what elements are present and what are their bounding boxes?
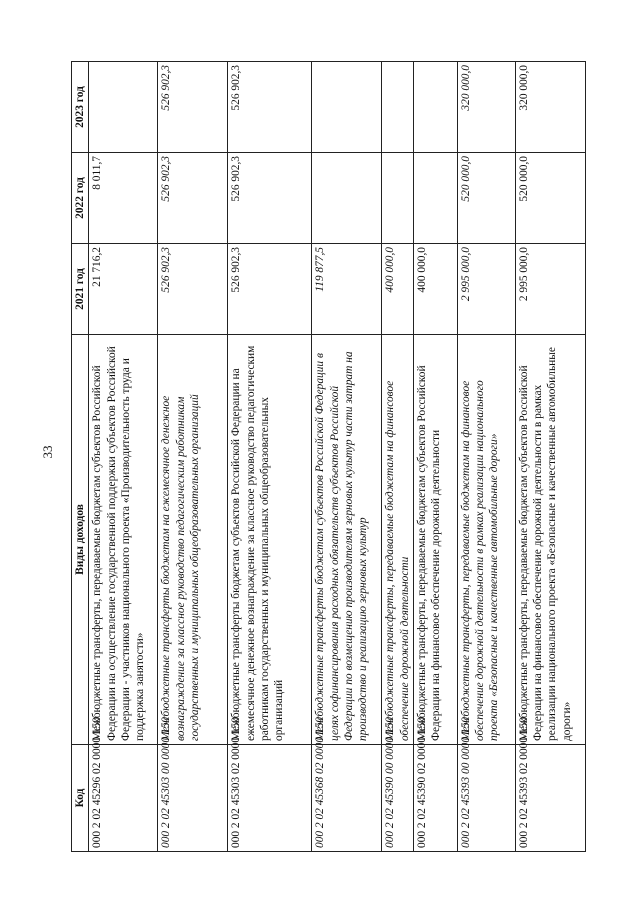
revenue-table [71,61,586,852]
name-cell: Межбюджетные трансферты бюджетам на ежемесячное денежное вознаграждение за классное руководство педагогическим работникам государственных и муниципальных общеобразовательных организаций [158,335,228,745]
name-cell: Межбюджетные трансферты, передаваемые бюджетам субъектов Российской Федерации на осуществление государственной поддержки субъектов Российской Федерации - участников национального проекта «Производительность труда и поддержка занятости» [89,335,158,745]
table-row [413,62,457,852]
table-row [89,62,158,852]
name-cell: Межбюджетные трансферты, передаваемые бюджетам на финансовое обеспечение дорожной деятельности в рамках реализации национального проекта «Безопасные и качественные автомобильные дороги» [457,335,515,745]
code-cell: 000 2 02 45303 02 0000 150 [228,745,312,852]
value-2022-cell [382,153,414,244]
value-2022-cell [312,153,382,244]
table-row [158,62,228,852]
value-2022-cell [413,153,457,244]
name-cell: Межбюджетные трансферты бюджетам субъектов Российской Федерации в целях софинансирования расходных обязательств субъектов Российской Федерации по возмещению производителям зерновых культур части затрат на производство и реализацию зерновых культур [312,335,382,745]
name-cell: Межбюджетные трансферты, передаваемые бюджетам субъектов Российской Федерации на финансовое обеспечение дорожной деятельности в рамках реализации национального проекта «Безопасные и качественные автомобильные дороги» [515,335,585,745]
value-2021-cell: 2 995 000,0 [457,244,515,335]
value-2022-cell: 526 902,3 [158,153,228,244]
value-2023-cell [413,62,457,153]
table-row [312,62,382,852]
table-row [228,62,312,852]
table-row [515,62,585,852]
value-2023-cell: 526 902,3 [158,62,228,153]
value-2022-cell: 520 000,0 [515,153,585,244]
name-cell: Межбюджетные трансферты, передаваемые бюджетам на финансовое обеспечение дорожной деятельности [382,335,414,745]
value-2021-cell: 2 995 000,0 [515,244,585,335]
value-2023-cell: 526 902,3 [228,62,312,153]
table-row [457,62,515,852]
code-cell: 000 2 02 45390 02 0000 150 [413,745,457,852]
rotated-table-wrapper [71,62,599,852]
value-2023-cell [89,62,158,153]
value-2022-cell: 520 000,0 [457,153,515,244]
header-2021: 2021 год [72,244,89,335]
code-cell: 000 2 02 45303 00 0000 150 [158,745,228,852]
value-2021-cell: 400 000,0 [382,244,414,335]
value-2021-cell: 526 902,3 [228,244,312,335]
value-2022-cell: 526 902,3 [228,153,312,244]
value-2023-cell [382,62,414,153]
code-cell: 000 2 02 45390 00 0000 150 [382,745,414,852]
table-header-row [72,62,89,852]
name-cell: Межбюджетные трансферты, передаваемые бюджетам субъектов Российской Федерации на финансовое обеспечение дорожной деятельности [413,335,457,745]
value-2021-cell: 21 716,2 [89,244,158,335]
value-2021-cell: 526 902,3 [158,244,228,335]
value-2022-cell: 8 011,7 [89,153,158,244]
name-cell: Межбюджетные трансферты бюджетам субъектов Российской Федерации на ежемесячное денежное вознаграждение за классное руководство педагогическим работникам государственных и муниципальных общеобразовательных организаций [228,335,312,745]
code-cell: 000 2 02 45393 00 0000 150 [457,745,515,852]
value-2021-cell: 119 877,5 [312,244,382,335]
table-row [382,62,414,852]
code-cell: 000 2 02 45368 02 0000 150 [312,745,382,852]
value-2023-cell: 320 000,0 [515,62,585,153]
header-2023: 2023 год [72,62,89,153]
page-number: 33 [40,445,55,459]
value-2023-cell [312,62,382,153]
header-code: Код [72,745,89,852]
value-2023-cell: 320 000,0 [457,62,515,153]
value-2021-cell: 400 000,0 [413,244,457,335]
code-cell: 000 2 02 45296 02 0000 150 [89,745,158,852]
header-name: Виды доходов [72,335,89,745]
code-cell: 000 2 02 45393 02 0000 150 [515,745,585,852]
header-2022: 2022 год [72,153,89,244]
